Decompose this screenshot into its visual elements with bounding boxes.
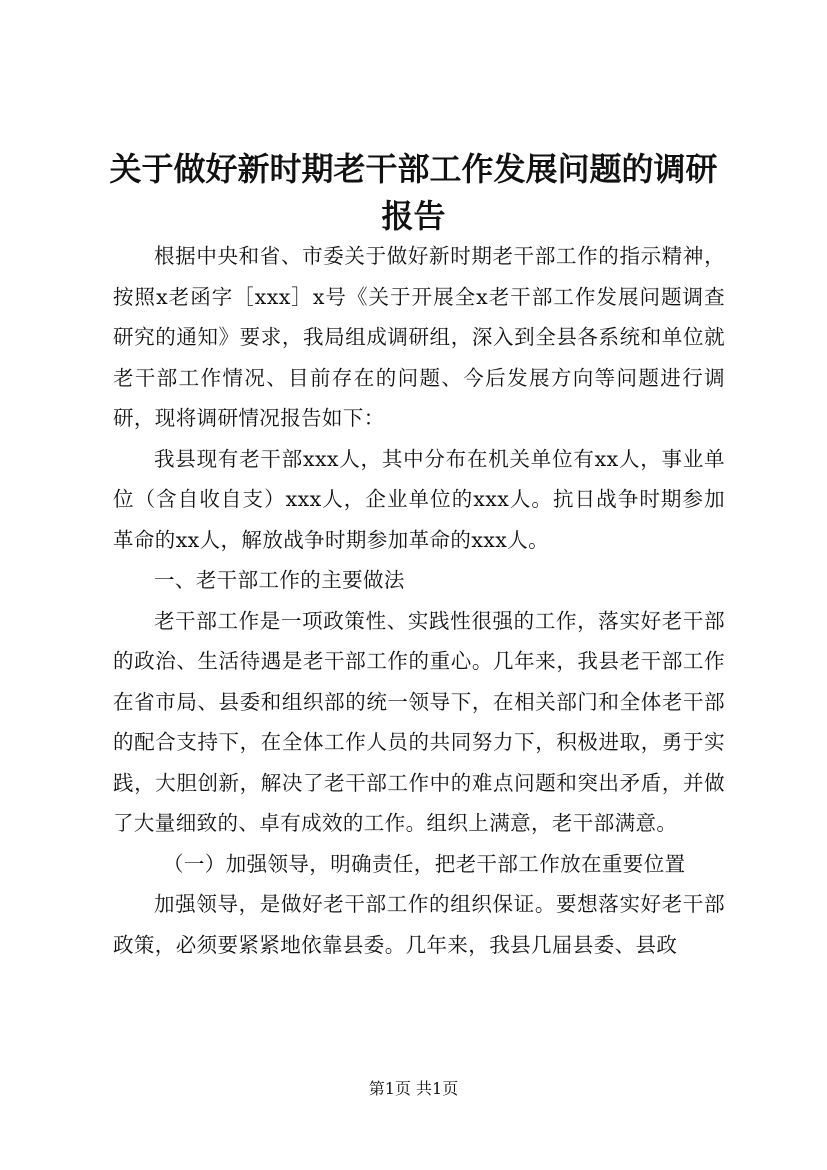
section-heading-1: 一、老干部工作的主要做法 bbox=[154, 568, 405, 592]
paragraph-leadership: 加强领导，是做好老干部工作的组织保证。要想落实好老干部政策，必须要紧紧地依靠县委。几年来，我县几届县委、县政 bbox=[113, 892, 725, 957]
paragraph-main-practice: 老干部工作是一项政策性、实践性很强的工作，落实好老干部的政治、生活待遇是老干部工作的重心。几年来，我县老干部工作在省市局、县委和组织部的统一领导下，在相关部门和全体老干部的配合支持下，在全体工作人员的共同努力下，积极进取，勇于实践，大胆创新，解决了老干部工作中的难点问题和突出矛盾，并做了大量细致的、卓有成效的工作。组织上满意，老干部满意。 bbox=[113, 608, 725, 835]
paragraph-intro: 根据中央和省、市委关于做好新时期老干部工作的指示精神，按照x老函字［xxx］x号《关于开展全x老干部工作发展问题调查研究的通知》要求，我局组成调研组，深入到全县各系统和单位就老干部工作情况、目前存在的问题、今后发展方向等问题进行调研，现将调研情况报告如下： bbox=[113, 244, 725, 430]
page-footer: 第1页 共1页 bbox=[368, 1079, 459, 1098]
paragraph-statistics: 我县现有老干部xxx人，其中分布在机关单位有xx人，事业单位（含自收自支）xxx人，企业单位的xxx人。抗日战争时期参加革命的xx人，解放战争时期参加革命的xxx人。 bbox=[113, 446, 725, 552]
subsection-heading-1: （一）加强领导，明确责任，把老干部工作放在重要位置 bbox=[163, 851, 686, 876]
document-body bbox=[113, 236, 725, 965]
document-title: 关于做好新时期老干部工作发展问题的调研报告 bbox=[109, 150, 718, 235]
